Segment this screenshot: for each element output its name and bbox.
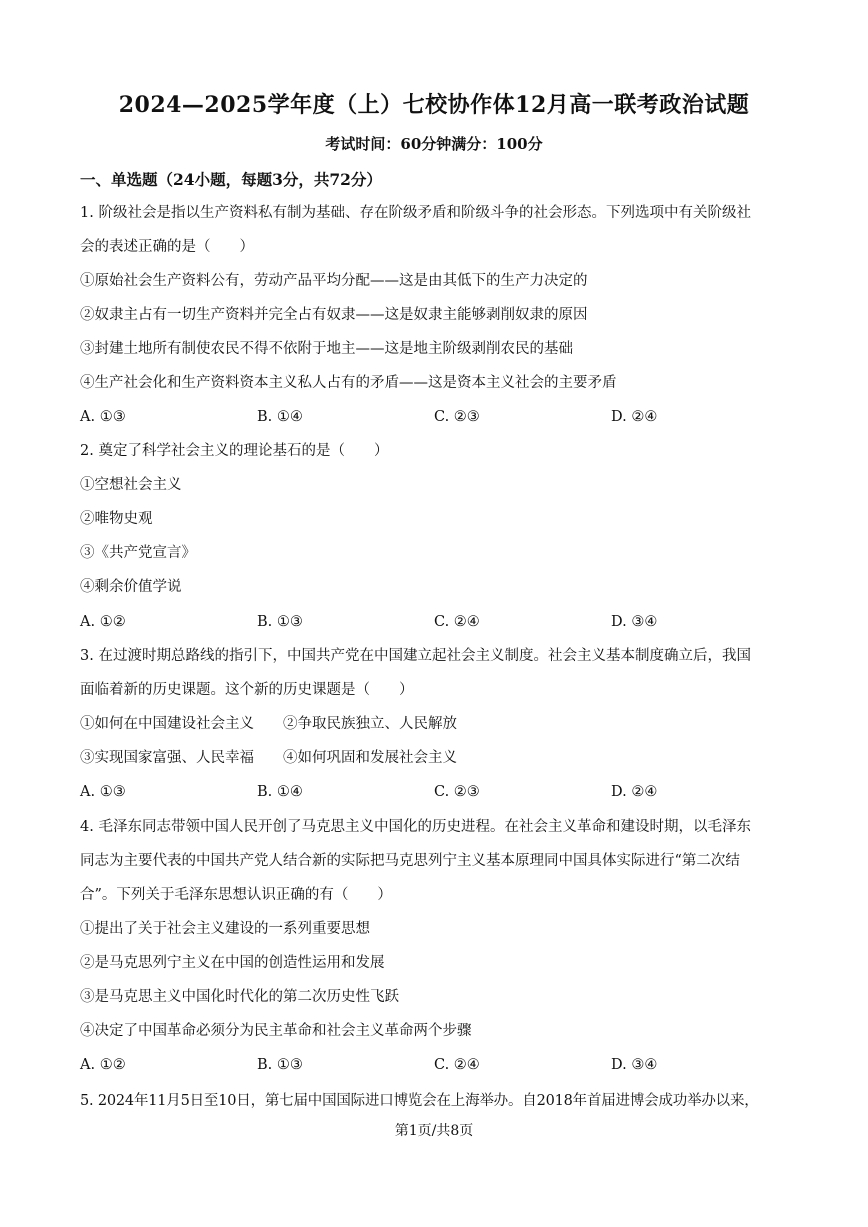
question-4-item: ②是马克思列宁主义在中国的创造性运用和发展: [80, 955, 385, 971]
question-4-item: ③是马克思主义中国化时代化的第二次历史性飞跃: [80, 989, 399, 1005]
question-1-item: ②奴隶主占有一切生产资料并完全占有奴隶——这是奴隶主能够剥削奴隶的原因: [80, 307, 588, 323]
question-4-option-c[interactable]: C. ②④: [434, 1057, 480, 1073]
exam-time-info: 考试时间：60分钟满分：100分: [325, 135, 543, 153]
question-4-option-a[interactable]: A. ①②: [80, 1057, 126, 1073]
question-3-item: ①如何在中国建设社会主义 ②争取民族独立、人民解放: [80, 716, 457, 732]
question-3-option-b[interactable]: B. ①④: [257, 784, 303, 800]
question-1-option-d[interactable]: D. ②④: [611, 409, 658, 425]
question-2-option-d[interactable]: D. ③④: [611, 614, 658, 630]
question-2-option-a[interactable]: A. ①②: [80, 614, 126, 630]
question-2-item: ①空想社会主义: [80, 477, 182, 493]
question-4-option-d[interactable]: D. ③④: [611, 1057, 658, 1073]
question-1-item: ①原始社会生产资料公有，劳动产品平均分配——这是由其低下的生产力决定的: [80, 273, 588, 289]
question-3-option-c[interactable]: C. ②③: [434, 784, 480, 800]
question-1-stem: 1. 阶级社会是指以生产资料私有制为基础、存在阶级矛盾和阶级斗争的社会形态。下列选项中有关阶级社: [80, 205, 751, 221]
question-4-stem: 4. 毛泽东同志带领中国人民开创了马克思主义中国化的历史进程。在社会主义革命和建设时期，以毛泽东: [80, 819, 751, 835]
question-3-item: ③实现国家富强、人民幸福 ④如何巩固和发展社会主义: [80, 750, 457, 766]
question-4-item: ①提出了关于社会主义建设的一系列重要思想: [80, 921, 370, 937]
question-3-option-a[interactable]: A. ①③: [80, 784, 126, 800]
question-5-stem: 5. 2024年11月5日至10日，第七届中国国际进口博览会在上海举办。自2018年首届进博会成功举办以来，: [80, 1093, 759, 1109]
question-1-item: ④生产社会化和生产资料资本主义私人占有的矛盾——这是资本主义社会的主要矛盾: [80, 375, 617, 391]
question-1-item: ③封建土地所有制使农民不得不依附于地主——这是地主阶级剥削农民的基础: [80, 341, 573, 357]
question-2-option-b[interactable]: B. ①③: [257, 614, 303, 630]
question-2-option-c[interactable]: C. ②④: [434, 614, 480, 630]
question-1-stem: 会的表述正确的是（ ）: [80, 239, 254, 255]
page-number: 第1页/共8页: [394, 1123, 474, 1139]
question-3-stem: 3. 在过渡时期总路线的指引下，中国共产党在中国建立起社会主义制度。社会主义基本制度确立后，我国: [80, 648, 751, 664]
question-4-option-b[interactable]: B. ①③: [257, 1057, 303, 1073]
question-3-stem: 面临着新的历史课题。这个新的历史课题是（ ）: [80, 682, 414, 698]
question-1-option-a[interactable]: A. ①③: [80, 409, 126, 425]
question-2-item: ③《共产党宣言》: [80, 545, 196, 561]
question-4-stem: 同志为主要代表的中国共产党人结合新的实际把马克思列宁主义基本原理同中国具体实际进行“第二次结: [80, 853, 740, 869]
question-1-option-c[interactable]: C. ②③: [434, 409, 480, 425]
question-2-item: ④剩余价值学说: [80, 579, 182, 595]
question-1-option-b[interactable]: B. ①④: [257, 409, 303, 425]
exam-title: 2024—2025学年度（上）七校协作体12月高一联考政治试题: [118, 92, 750, 118]
question-3-option-d[interactable]: D. ②④: [611, 784, 658, 800]
question-2-stem: 2. 奠定了科学社会主义的理论基石的是（ ）: [80, 443, 389, 459]
question-4-stem: 合”。下列关于毛泽东思想认识正确的有（ ）: [80, 887, 392, 903]
question-4-item: ④决定了中国革命必须分为民主革命和社会主义革命两个步骤: [80, 1023, 472, 1039]
section-heading: 一、单选题（24小题，每题3分，共72分）: [80, 170, 382, 189]
question-2-item: ②唯物史观: [80, 511, 153, 527]
